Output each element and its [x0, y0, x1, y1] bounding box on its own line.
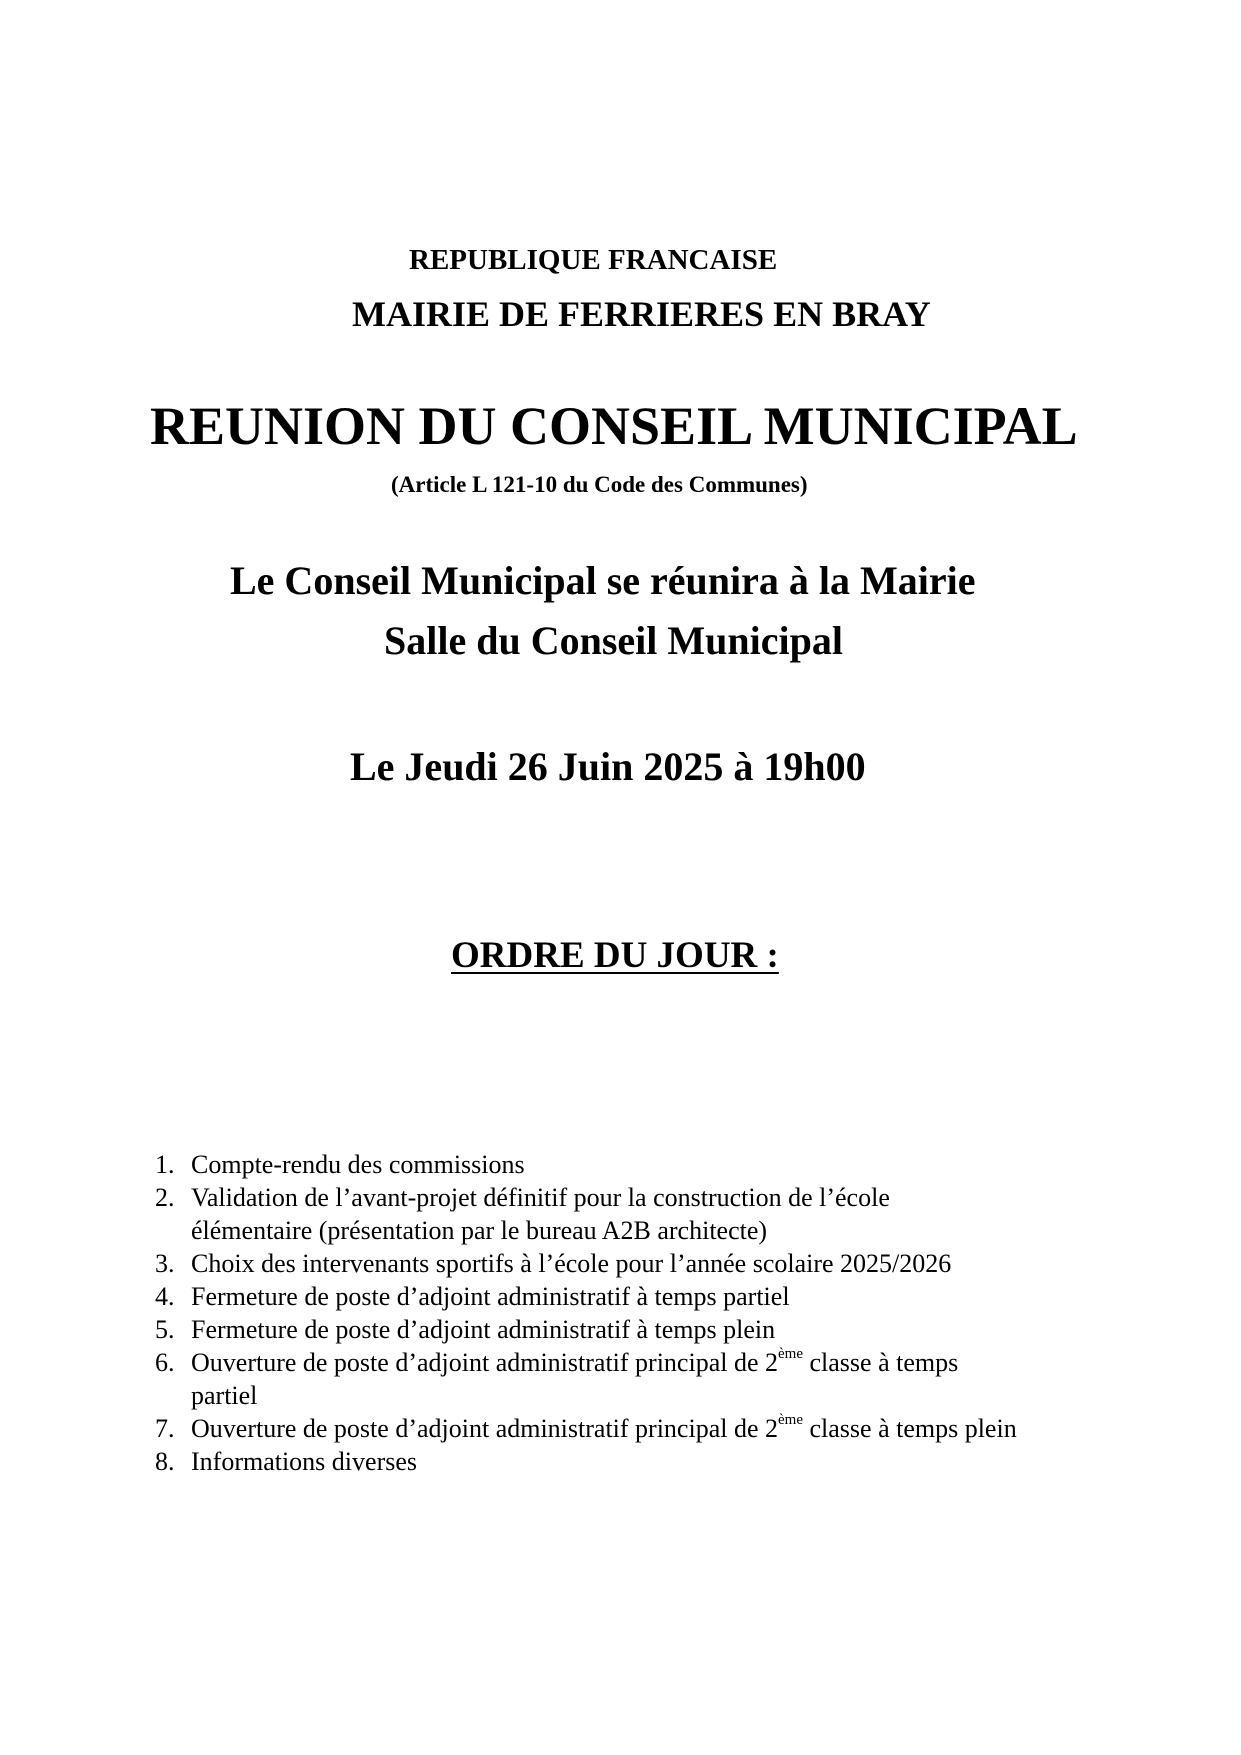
- agenda-item-text: Ouverture de poste d’adjoint administratif principal de 2: [191, 1414, 778, 1443]
- republique-header: REPUBLIQUE FRANCAISE: [409, 244, 778, 276]
- agenda-item-number: 3.: [155, 1249, 175, 1278]
- superscript-ordinal: ème: [778, 1346, 803, 1363]
- document-title: REUNION DU CONSEIL MUNICIPAL: [150, 396, 1078, 456]
- agenda-item-3: [150, 1247, 1150, 1280]
- agenda-item-text: Fermeture de poste d’adjoint administratif à temps plein: [191, 1315, 776, 1344]
- agenda-item-number: 2.: [155, 1183, 175, 1212]
- agenda-item-text: Fermeture de poste d’adjoint administratif à temps partiel: [191, 1282, 790, 1311]
- agenda-item-7: [150, 1412, 1150, 1445]
- agenda-item-8: [150, 1445, 1150, 1478]
- agenda-item-4: [150, 1280, 1150, 1313]
- mairie-header: MAIRIE DE FERRIERES EN BRAY: [352, 294, 931, 334]
- agenda-item-number: 1.: [155, 1150, 175, 1179]
- agenda-item-2: [150, 1181, 1150, 1247]
- agenda-item-number: 8.: [155, 1447, 175, 1476]
- article-reference: (Article L 121-10 du Code des Communes): [391, 472, 808, 497]
- agenda-item-text: Choix des intervenants sportifs à l’école pour l’année scolaire 2025/2026: [191, 1249, 952, 1278]
- agenda-item-text-continued: partiel: [191, 1381, 258, 1410]
- agenda-item-text-end: classe à temps plein: [802, 1414, 1017, 1443]
- agenda-item-number: 6.: [155, 1348, 175, 1377]
- agenda-item-number: 4.: [155, 1282, 175, 1311]
- agenda-item-number: 5.: [155, 1315, 175, 1344]
- agenda-item-text: Validation de l’avant-projet définitif pour la construction de l’école: [191, 1183, 890, 1212]
- agenda-item-text-end: classe à temps: [802, 1348, 959, 1377]
- agenda-item-text-continued: élémentaire (présentation par le bureau A2B architecte): [191, 1216, 768, 1245]
- agenda-item-text: Ouverture de poste d’adjoint administratif principal de 2: [191, 1348, 778, 1377]
- location-line-2: Salle du Conseil Municipal: [384, 618, 843, 663]
- meeting-date: Le Jeudi 26 Juin 2025 à 19h00: [350, 744, 866, 789]
- agenda-item-5: [150, 1313, 1150, 1346]
- superscript-ordinal: ème: [778, 1412, 803, 1429]
- agenda-heading: ORDRE DU JOUR :: [451, 935, 779, 976]
- agenda-item-1: [150, 1148, 1150, 1181]
- agenda-item-text: Informations diverses: [191, 1447, 418, 1476]
- agenda-list: [150, 1148, 1150, 1478]
- location-line-1: Le Conseil Municipal se réunira à la Mairie: [230, 558, 976, 603]
- agenda-item-6: [150, 1346, 1150, 1412]
- agenda-item-number: 7.: [155, 1414, 175, 1443]
- agenda-item-text: Compte-rendu des commissions: [191, 1150, 525, 1179]
